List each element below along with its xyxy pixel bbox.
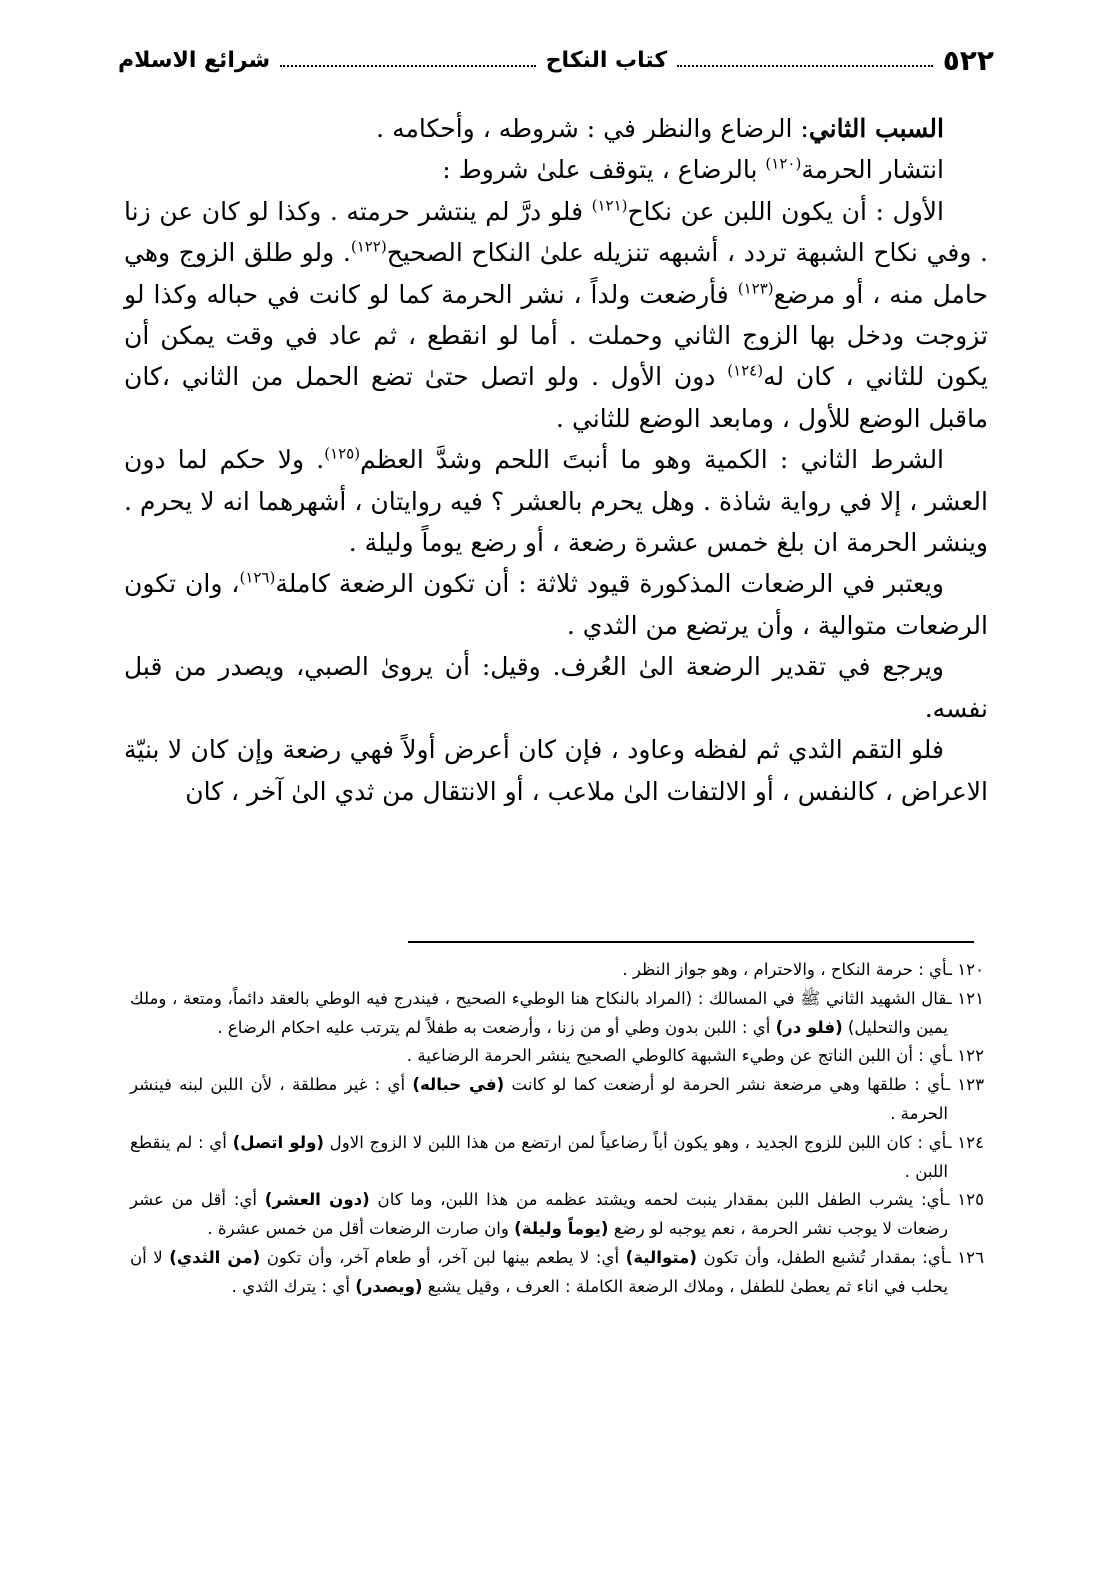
footnote-123	[130, 1071, 984, 1129]
paragraph-text: فلو درَّ لم ينتشر حرمته . وكذا لو كان عن زنا . وفي نكاح الشبهة تردد ، أشبهه تنزيله علىٰ النكاح الصحيح	[124, 196, 988, 268]
footnote-text: أي: بمقدار تُشبع الطفل، وأن تكون	[697, 1247, 946, 1267]
footnote-number: ١٢٦ ـ	[945, 1247, 985, 1267]
footnote-quote: (في حباله)	[412, 1075, 505, 1095]
footnote-ref[interactable]: (١٢٥)	[324, 444, 361, 463]
paragraph-text: ويعتبر في الرضعات المذكورة قيود ثلاثة : أن تكون الرضعة كاملة	[275, 569, 944, 599]
footnote-quote: (فلو در)	[775, 1017, 843, 1037]
footnote-text: أي : يترك الثدي .	[231, 1276, 356, 1296]
footnote-125	[130, 1186, 984, 1244]
footnote-text: أي : حرمة النكاح ، والاحترام ، وهو جواز النظر .	[622, 960, 948, 979]
footnote-text: أي : لم ينقطع اللبن .	[130, 1132, 948, 1181]
running-header	[118, 38, 994, 82]
paragraph-text: ، وان تكون الرضعات متوالية ، وأن يرتضع من الثدي .	[124, 569, 988, 640]
header-dot-leader	[677, 65, 933, 67]
footnote-text: أي: يشرب الطفل اللبن بمقدار ينبت لحمه ويشتد عظمه من هذا اللبن، وما كان	[369, 1190, 945, 1210]
footnote-quote: (ولو اتصل)	[232, 1132, 324, 1152]
footnote-quote: (دون العشر)	[264, 1190, 370, 1210]
paragraph-text: الشرط الثاني : الكمية وهو ما أنبتَ اللحم وشدَّ العظم	[360, 445, 945, 475]
paragraph	[124, 191, 988, 439]
footnote-120	[130, 956, 984, 985]
footnote-121	[130, 985, 984, 1043]
paragraph-text: . ولا حكم لما دون العشر ، إلا في رواية شاذة . وهل يحرم بالعشر ؟ فيه روايتان ، أشهرهما انه لا يحرم . وينشر الحرمة ان بلغ خمس عشرة رضعة ، أو رضع يوماً وليلة .	[124, 445, 988, 558]
paragraph-text: : الرضاع والنظر في : شروطه ، وأحكامه .	[376, 114, 809, 143]
footnote-number: ١٢٠ ـ	[947, 960, 984, 979]
footnote-text: أي : كان اللبن للزوج الجديد ، وهو يكون أباً رضاعياً لمن ارتضع من هذا اللبن لا الزوج الاول	[323, 1132, 947, 1152]
paragraph: فلو التقم الثدي ثم لفظه وعاود ، فإن كان أعرض أولاً فهي رضعة وإن كان لا بنيّة الاعراض ، كالنفس ، أو الالتفات الىٰ ملاعب ، أو الانتقال من ثدي الىٰ آخر ، كان	[124, 735, 988, 806]
footnote-text: أي : طلقها وهي مرضعة نشر الحرمة لو أرضعت كما لو كانت	[504, 1075, 946, 1095]
footnotes	[130, 956, 984, 1302]
footnote-text: أي: لا يطعم بينها لبن آخر، أو طعام آخر، وأن تكون	[260, 1247, 626, 1267]
paragraph-text: دون الأول . ولو اتصل حتىٰ تضع الحمل من الثاني ،كان ماقبل الوضع للأول ، ومابعد الوضع للثاني .	[124, 362, 988, 433]
footnote-number: ١٢٥ ـ	[944, 1190, 984, 1210]
paragraph-text: فأرضعت ولداً ، نشر الحرمة كما لو كانت في حباله وكذا لو تزوجت ودخل بها الزوج الثاني وحملت . أما لو انقطع ، ثم عاد في وقت يمكن أن يكون للثاني ، كان له	[124, 279, 988, 392]
footnote-number: ١٢٣ ـ	[945, 1075, 985, 1095]
footnote-number: ١٢١ ـ	[946, 988, 984, 1008]
footnote-ref[interactable]: (١٢١)	[591, 196, 628, 215]
paragraph-section-heading	[124, 108, 988, 149]
paragraph-text: انتشار الحرمة	[801, 155, 944, 185]
footnote-ref[interactable]: (١٢٢)	[350, 237, 387, 256]
footnote-text: وان صارت الرضعات أقل من خمس عشرة .	[207, 1219, 515, 1239]
footnote-ref[interactable]: (١٢٠)	[765, 155, 802, 174]
footnote-ref[interactable]: (١٢٤)	[727, 362, 764, 381]
footnote-number: ١٢٢ ـ	[947, 1046, 984, 1066]
paragraph-text: بالرضاع ، يتوقف علىٰ شروط :	[442, 155, 766, 185]
paragraph-text: . ولو طلق الزوج وهي حامل منه ، أو مرضع	[124, 238, 988, 309]
paragraph	[124, 149, 988, 190]
footnote-text: أي : اللبن بدون وطي أو من زنا ، وأرضعت به طفلاً لم يترتب عليه احكام الرضاع .	[217, 1017, 776, 1037]
footnote-ref[interactable]: (١٢٣)	[737, 279, 774, 298]
footnote-text: قال الشهيد الثاني ﷺ في المسالك : (المراد بالنكاح هنا الوطيء الصحيح ، فيندرج فيه الوطي بالعقد دائماً، ومتعة ، وملك يمين والتحليل)	[130, 988, 948, 1037]
header-dot-leader	[280, 65, 536, 67]
footnote-quote: (من الثدي)	[169, 1247, 261, 1267]
footnote-122	[130, 1042, 984, 1071]
footnote-separator	[408, 941, 974, 943]
footnote-quote: (يوماً وليلة)	[514, 1219, 609, 1239]
footnote-126	[130, 1244, 984, 1302]
footnote-ref[interactable]: (١٢٦)	[239, 569, 276, 588]
footnote-quote: (متوالية)	[625, 1247, 697, 1267]
paragraph	[124, 563, 988, 646]
footnote-text: أي: أقل من عشر رضعات لا يوجب نشر الحرمة ، نعم يوجبه لو رضع	[130, 1190, 948, 1239]
footnote-text: أي : غير مطلقة ، لأن اللبن لبنه فينشر الحرمة .	[130, 1075, 948, 1123]
paragraph-text: الأول : أن يكون اللبن عن نكاح	[627, 196, 944, 226]
page-number: ٥٢٢	[942, 43, 994, 77]
paragraph: ويرجع في تقدير الرضعة الىٰ العُرف. وقيل: أن يرویٰ الصبي، ويصدر من قبل نفسه.	[124, 652, 988, 723]
book-title: شرائع الاسلام	[117, 47, 271, 73]
section-title: كتاب النكاح	[545, 47, 668, 73]
footnote-text: لا أن يحلب في اناء ثم يعطىٰ للطفل ، وملاك الرضعة الكاملة : العرف ، وقيل يشبع	[130, 1247, 948, 1296]
footnote-quote: (ويصدر)	[355, 1276, 423, 1296]
paragraph	[124, 439, 988, 563]
main-text	[124, 108, 988, 812]
footnote-124	[130, 1129, 984, 1187]
footnote-text: أي : أن اللبن الناتج عن وطيء الشبهة كالوطي الصحيح ينشر الحرمة الرضاعية .	[406, 1046, 948, 1066]
footnote-number: ١٢٤ ـ	[946, 1132, 984, 1152]
section-heading: السبب الثاني	[808, 114, 944, 143]
